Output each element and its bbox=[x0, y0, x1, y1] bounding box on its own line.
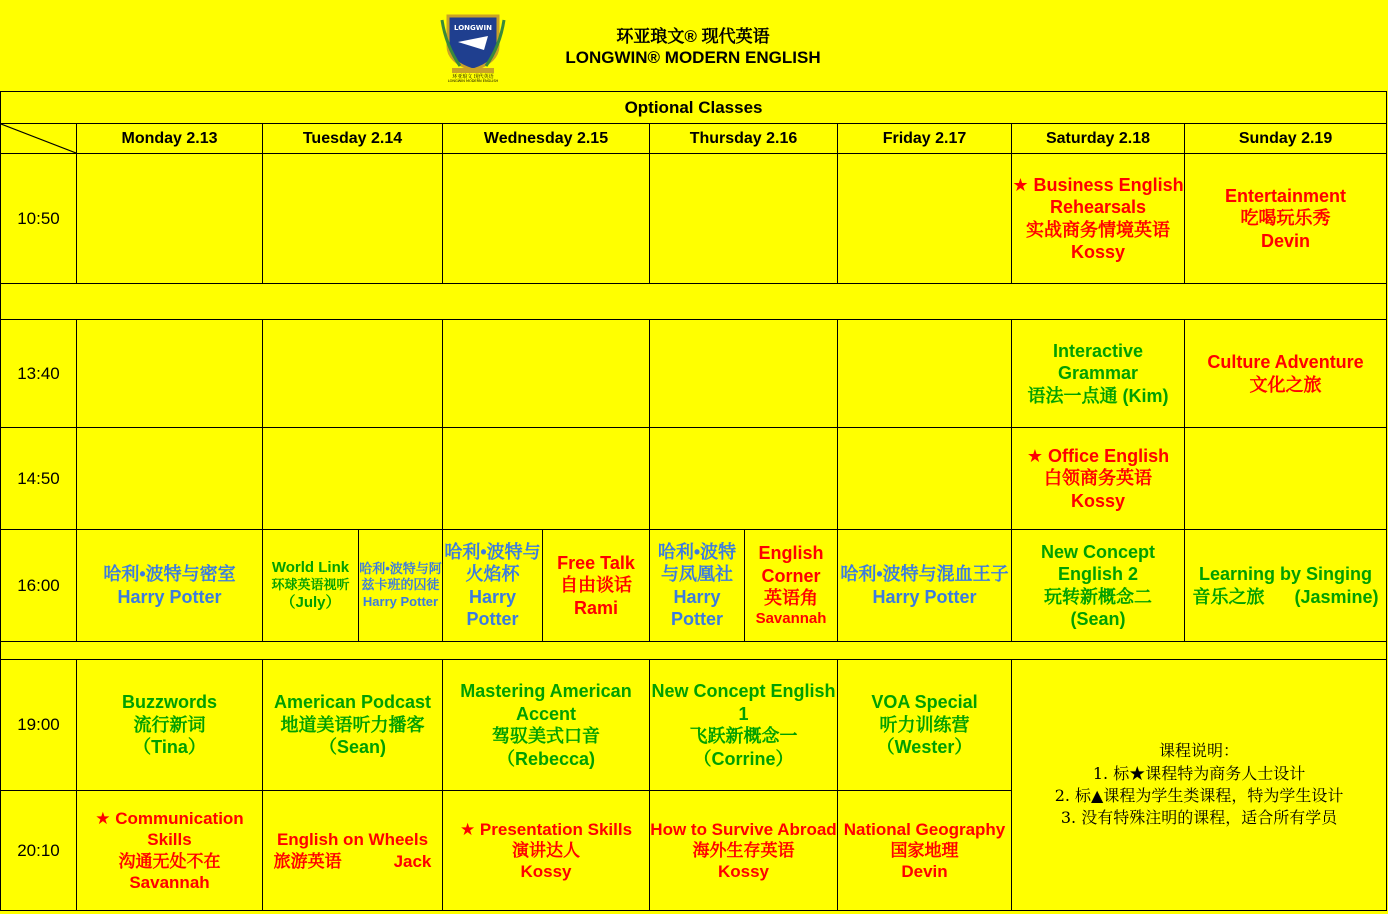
class-cell bbox=[443, 791, 650, 911]
class-title: English on Wheels bbox=[276, 830, 429, 850]
empty-cell bbox=[77, 154, 263, 284]
class-cell bbox=[838, 660, 1012, 791]
class-cell bbox=[650, 660, 838, 791]
class-teacher: (Jasmine) bbox=[1294, 586, 1379, 607]
class-teacher: Savannah bbox=[129, 872, 210, 892]
spacer-cell bbox=[1, 642, 1387, 660]
day-header: Monday 2.13 bbox=[77, 124, 263, 154]
empty-cell bbox=[838, 320, 1012, 428]
longwin-logo bbox=[440, 6, 506, 82]
class-teacher: （Corrine） bbox=[693, 748, 794, 769]
class-teacher: （Wester） bbox=[876, 737, 973, 758]
class-cell bbox=[1185, 530, 1387, 642]
table-caption: Optional Classes bbox=[1, 92, 1387, 124]
class-title: ★ Business English Rehearsals bbox=[1012, 174, 1184, 217]
class-title-cn: 哈利•波特与火焰杯 bbox=[444, 541, 541, 584]
class-title: VOA Special bbox=[871, 692, 978, 713]
school-title-english: LONGWIN® MODERN ENGLISH bbox=[565, 48, 821, 67]
class-teacher: Savannah bbox=[755, 609, 827, 627]
class-title: Harry Potter bbox=[670, 586, 723, 629]
class-cell bbox=[745, 530, 838, 642]
class-title-cn: 白领商务英语 bbox=[1044, 468, 1152, 489]
class-cell bbox=[1012, 530, 1185, 642]
class-title-cn: 国家地理 bbox=[890, 840, 959, 860]
class-cell bbox=[77, 530, 263, 642]
class-title: Interactive Grammar bbox=[1052, 340, 1144, 384]
class-cell bbox=[443, 660, 650, 791]
class-cell bbox=[838, 530, 1012, 642]
notes-item: 2. 标▲课程为学生类课程，特为学生设计 bbox=[1054, 786, 1344, 805]
class-title-cn-teacher bbox=[1185, 586, 1386, 609]
class-title-cn: 听力训练营 bbox=[879, 714, 970, 735]
empty-cell bbox=[263, 428, 443, 530]
class-title-cn: 哈利•波特与阿兹卡班的囚徒 bbox=[359, 561, 442, 593]
empty-cell bbox=[443, 320, 650, 428]
class-title: Harry Potter bbox=[117, 586, 222, 607]
class-title-cn: 吃喝玩乐秀 bbox=[1240, 208, 1331, 229]
class-teacher: Rami bbox=[573, 597, 618, 618]
class-title-cn: 哈利•波特与密室 bbox=[103, 564, 236, 584]
empty-cell bbox=[650, 154, 838, 284]
class-title-cn: 飞跃新概念一 bbox=[689, 726, 798, 746]
class-teacher: （Rebecca) bbox=[496, 748, 596, 769]
class-title-cn: 驾驭美式口音 bbox=[492, 726, 600, 746]
school-title-chinese: 环亚琅文® 现代英语 bbox=[616, 27, 770, 46]
class-teacher: (Sean) bbox=[1070, 609, 1126, 629]
class-cell bbox=[650, 530, 745, 642]
class-title-cn: 海外生存英语 bbox=[692, 840, 795, 860]
class-title-cn: 演讲达人 bbox=[512, 840, 580, 860]
class-title-cn: 旅游英语 bbox=[273, 851, 342, 871]
day-header: Saturday 2.18 bbox=[1012, 124, 1185, 154]
class-title: 哈利•波特与混血王子Harry Potter bbox=[840, 564, 1009, 607]
class-title: English Corner bbox=[758, 543, 824, 586]
page-header bbox=[0, 0, 1388, 91]
svg-text:LONGWIN: LONGWIN bbox=[454, 24, 492, 32]
class-cell bbox=[543, 530, 650, 642]
class-title-cn: 玩转新概念二 bbox=[1044, 586, 1152, 607]
class-teacher: Devin bbox=[1261, 230, 1311, 251]
class-title: National Geography bbox=[843, 819, 1006, 839]
time-row bbox=[1, 660, 1387, 791]
class-cell bbox=[1012, 154, 1185, 284]
class-title: ★ Office English bbox=[1026, 445, 1170, 466]
time-row bbox=[1, 154, 1387, 284]
class-cell bbox=[838, 791, 1012, 911]
time-row bbox=[1, 320, 1387, 428]
empty-cell bbox=[838, 428, 1012, 530]
class-title: Learning by Singing bbox=[1199, 564, 1373, 584]
class-title-cn: 流行新词 bbox=[133, 714, 206, 735]
empty-cell bbox=[838, 154, 1012, 284]
notes-item: 1. 标★课程特为商务人士设计 bbox=[1092, 763, 1306, 783]
class-teacher: Kossy bbox=[520, 862, 572, 882]
class-teacher: Kossy bbox=[1070, 242, 1126, 262]
class-cell bbox=[1012, 320, 1185, 428]
class-title-cn: 哈利•波特与凤凰社 bbox=[657, 541, 737, 584]
class-cell bbox=[1185, 320, 1387, 428]
time-label: 10:50 bbox=[1, 154, 77, 284]
empty-cell bbox=[650, 428, 838, 530]
class-cell bbox=[263, 660, 443, 791]
class-title: American Podcast bbox=[273, 692, 432, 713]
class-cell bbox=[263, 530, 359, 642]
class-title-cn: 英语角 bbox=[764, 588, 818, 609]
empty-cell bbox=[1185, 428, 1387, 530]
class-title-cn: 音乐之旅 bbox=[1192, 586, 1265, 607]
class-title-cn: 实战商务情境英语 bbox=[1026, 219, 1170, 240]
class-cell bbox=[1185, 154, 1387, 284]
day-header: Tuesday 2.14 bbox=[263, 124, 443, 154]
class-title: Free Talk bbox=[557, 552, 635, 573]
class-cell bbox=[1012, 428, 1185, 530]
empty-cell bbox=[77, 428, 263, 530]
class-cell bbox=[359, 530, 443, 642]
class-title: ★ Presentation Skills bbox=[459, 819, 633, 839]
spacer-cell bbox=[1, 284, 1387, 320]
svg-text:环亚琅文 现代英语: 环亚琅文 现代英语 bbox=[452, 74, 494, 80]
time-label: 14:50 bbox=[1, 428, 77, 530]
day-header-row bbox=[1, 124, 1387, 154]
class-cell bbox=[263, 791, 443, 911]
time-label: 19:00 bbox=[1, 660, 77, 791]
class-title: Culture Adventure bbox=[1207, 352, 1364, 372]
notes-title: 课程说明： bbox=[1159, 741, 1240, 761]
class-title-cn-teacher bbox=[263, 851, 442, 872]
day-header: Thursday 2.16 bbox=[650, 124, 838, 154]
class-title: Harry Potter bbox=[362, 593, 439, 609]
schedule-table bbox=[0, 91, 1387, 911]
class-teacher: Devin bbox=[901, 862, 948, 882]
corner-cell bbox=[1, 124, 77, 154]
class-title: Entertainment bbox=[1225, 185, 1347, 206]
class-title: Harry Potter bbox=[466, 586, 519, 629]
class-cell bbox=[77, 660, 263, 791]
class-title: New Concept English 1 bbox=[651, 681, 836, 724]
svg-text:LONGWIN MODERN ENGLISH: LONGWIN MODERN ENGLISH bbox=[447, 79, 499, 82]
class-teacher: Kossy bbox=[717, 862, 770, 882]
empty-cell bbox=[263, 320, 443, 428]
class-title: New Concept English 2 bbox=[1040, 541, 1155, 584]
course-notes bbox=[1012, 660, 1387, 911]
spacer-row bbox=[1, 284, 1387, 320]
class-title-cn: 地道美语听力播客 bbox=[280, 714, 425, 735]
class-title: ★ Communication Skills bbox=[95, 809, 244, 850]
time-row bbox=[1, 428, 1387, 530]
class-teacher: （July） bbox=[280, 593, 341, 611]
class-title: How to Survive Abroad bbox=[650, 819, 837, 839]
notes-item: 3. 没有特殊注明的课程，适合所有学员 bbox=[1060, 808, 1338, 828]
day-header: Sunday 2.19 bbox=[1185, 124, 1387, 154]
class-title-cn: 语法一点通 (Kim) bbox=[1027, 385, 1169, 406]
class-teacher: （Tina） bbox=[133, 737, 206, 758]
class-title: World Link bbox=[271, 558, 350, 576]
empty-cell bbox=[263, 154, 443, 284]
class-cell bbox=[443, 530, 543, 642]
day-header: Friday 2.17 bbox=[838, 124, 1012, 154]
empty-cell bbox=[77, 320, 263, 428]
class-title-cn: 环球英语视听 bbox=[271, 577, 350, 593]
empty-cell bbox=[443, 428, 650, 530]
class-title-cn: 沟通无处不在 bbox=[118, 851, 221, 871]
time-label: 20:10 bbox=[1, 791, 77, 911]
day-header: Wednesday 2.15 bbox=[443, 124, 650, 154]
class-teacher: Kossy bbox=[1070, 490, 1126, 511]
empty-cell bbox=[650, 320, 838, 428]
time-row bbox=[1, 530, 1387, 642]
spacer-row bbox=[1, 642, 1387, 660]
class-title: Mastering American Accent bbox=[460, 681, 632, 724]
class-title-cn: 文化之旅 bbox=[1249, 374, 1322, 395]
class-teacher: Jack bbox=[393, 851, 432, 871]
class-cell bbox=[77, 791, 263, 911]
empty-cell bbox=[443, 154, 650, 284]
class-title: Buzzwords bbox=[121, 692, 217, 713]
class-teacher: （Sean) bbox=[318, 737, 387, 758]
class-title-cn: 自由谈话 bbox=[560, 575, 632, 596]
time-label: 13:40 bbox=[1, 320, 77, 428]
time-label: 16:00 bbox=[1, 530, 77, 642]
class-cell bbox=[650, 791, 838, 911]
